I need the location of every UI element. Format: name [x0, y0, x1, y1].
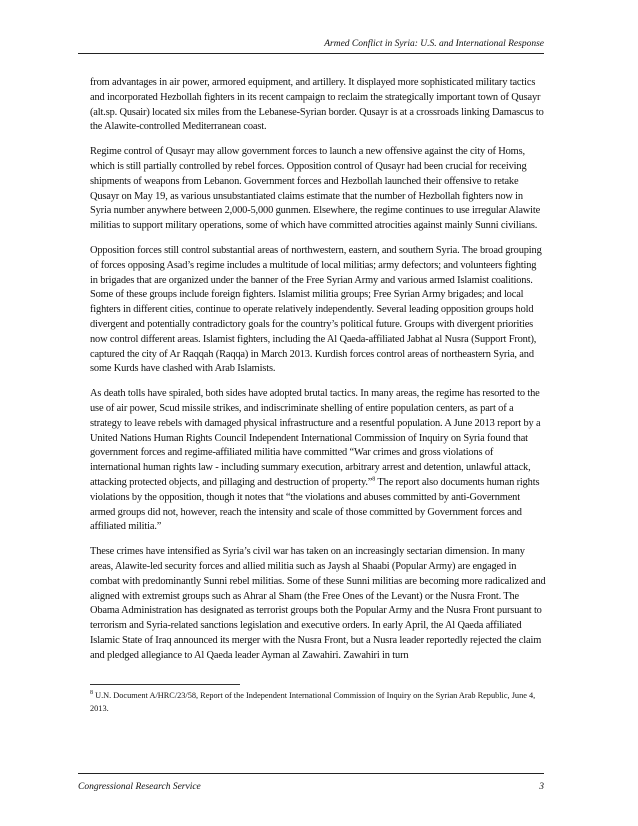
paragraph-text: As death tolls have spiraled, both sides have adopted brutal tactics. In many areas, the regime has resorted to the use of air power, Scud missile strikes, and indiscriminate shelling of entire population centers, as part of a strategy to leave rebels with damaged physical infrastructure and a resentful population. A June 2013 report by a United Nations Human Rights Council Independent International Commission of Inquiry on Syria found that government forces and regime-affiliated militia have committed “War crimes and gross violations of international human rights law - including summary execution, arbitrary arrest and detention, unlawful attack, attacking protected objects, and pillaging and destruction of property.” — [90, 388, 541, 488]
paragraph: These crimes have intensified as Syria’s civil war has taken on an increasingly sectarian dimension. In many areas, Alawite-led security forces and allied militia such as Jaysh al Shaabi (Popular Army) are engaged in combat with predominantly Sunni rebel militias. Some of these Sunni militias are becoming more radicalized and aligned with extremist groups such as Ahrar al Sham (the Free Ones of the Levant) or the Nusra Front. The Obama Administration has designated as terrorist groups both the Popular Army and the Nusra Front pursuant to terrorism and Syria-related sanctions legislation and executive orders. In early April, the Al Qaeda affiliated Islamic State of Iraq announced its merger with the Nusra Front, but a Nusra leader reportedly rejected the claim and pledged allegiance to Al Qaeda leader Ayman al Zawahiri. Zawahiri in turn — [90, 546, 546, 661]
page-number: 3 — [539, 782, 544, 792]
footnote — [90, 690, 546, 715]
body-text — [90, 76, 546, 673]
running-header: Armed Conflict in Syria: U.S. and International Response — [324, 39, 544, 49]
footer-divider — [78, 773, 544, 774]
footnote-reference[interactable]: 8 — [372, 476, 376, 483]
footnote-number: 8 — [90, 690, 93, 697]
page-footer — [78, 782, 544, 792]
header-divider — [78, 53, 544, 54]
footer-organization: Congressional Research Service — [78, 782, 201, 792]
footnote-text: U.N. Document A/HRC/23/58, Report of the Independent International Commission of Inquiry on the Syrian Arab Republic, June 4, 2013. — [90, 691, 536, 713]
paragraph: Opposition forces still control substantial areas of northwestern, eastern, and southern Syria. The broad grouping of forces opposing Asad’s regime includes a multitude of local militias; army defectors; and volunteers fighting in brigades that are organized under the banner of the Free Syrian Army and various armed Islamist coalitions. Some of these groups include foreign fighters. Islamist militia groups; Free Syrian Army brigades; and local fighters in different cities, continue to operate relatively independently. Several leading opposition groups hold divergent and potentially contradictory goals for the country’s political future. Groups with divergent priorities now control different areas. Islamist fighters, including the Al Qaeda-affiliated Jabhat al Nusra (Support Front), captured the city of Ar Raqqah (Raqqa) in March 2013. Kurdish forces control areas of northeastern Syria, and some Kurds have clashed with Arab Islamists. — [90, 244, 542, 375]
paragraph: from advantages in air power, armored equipment, and artillery. It displayed more sophisticated military tactics and incorporated Hezbollah fighters in its recent campaign to reclaim the strategically important town of Qusayr (alt.sp. Qusair) located six miles from the Lebanese-Syrian border. Qusayr is at a crossroads linking Damascus to the Alawite-controlled Mediterranean coast. — [90, 77, 544, 133]
footnote-divider — [90, 684, 240, 685]
paragraph — [90, 387, 546, 535]
paragraph: Regime control of Qusayr may allow government forces to launch a new offensive against the city of Homs, which is still partially controlled by rebel forces. Opposition control of Qusayr had been crucial for receiving shipments of weapons from Lebanon. Government forces and Hezbollah launched their offensive to retake Qusayr on May 19, as various unsubstantiated claims estimate that the number of Hezbollah fighters now in Syria number anywhere between 2,000-5,000 gunmen. Elsewhere, the regime continues to use irregular Alawite militias to support military operations, some of which have committed atrocities against mainly Sunni civilians. — [90, 146, 541, 232]
paragraph-text: The report also documents human rights violations by the opposition, though it notes that “the violations and abuses committed by anti-Government armed groups did not, however, reach the intensity and scale of those committed by Government forces and affiliated militia.” — [90, 476, 540, 533]
